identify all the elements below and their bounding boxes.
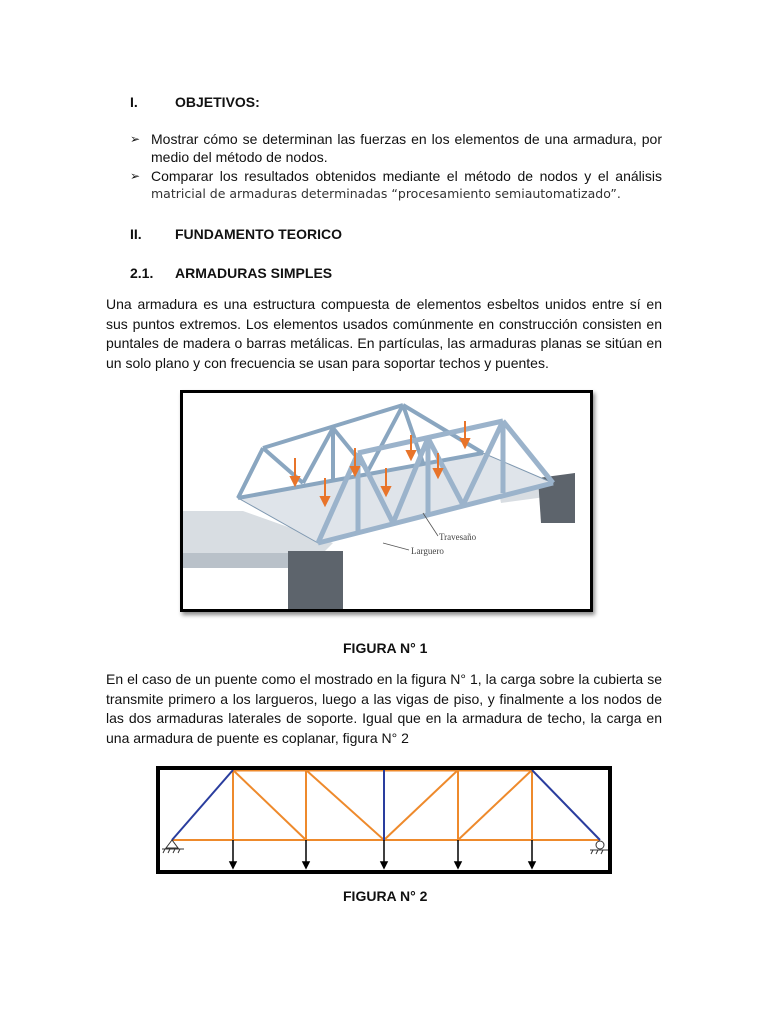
objective-2-line-2: matricial de armaduras determinadas “procesamiento semiautomatizado”. — [151, 186, 621, 201]
objective-1-line-1: Mostrar cómo se determinan las fuerzas en los elementos de una armadura, por — [151, 131, 662, 147]
objective-2-line-1: Comparar los resultados obtenidos mediante el método de nodos y el análisis — [151, 168, 662, 184]
objective-1-line-2: medio del método de nodos. — [151, 149, 328, 165]
objective-bullet-2 — [130, 167, 662, 203]
larguero-label: Larguero — [411, 546, 444, 556]
travesano-label: Travesaño — [439, 532, 477, 542]
truss-diagonals — [233, 770, 532, 840]
paragraph-puente: En el caso de un puente como el mostrado en la figura N° 1, la carga sobre la cubierta se transmite primero a los largueros, luego a las vigas de piso, y finalmente a los nodos de las dos armaduras laterales de soporte. Igual que en la armadura de techo, la carga en una armadura de puente es coplanar, figura N° 2 — [106, 671, 662, 746]
section-2-title: FUNDAMENTO TEORICO — [175, 226, 342, 242]
figure-2-caption: FIGURA N° 2 — [343, 888, 428, 904]
section-2-number: II. — [130, 226, 142, 242]
figure-1-caption: FIGURA N° 1 — [343, 640, 428, 656]
section-2-1-number: 2.1. — [130, 265, 154, 281]
section-1-number: I. — [130, 94, 138, 110]
section-2-1-title: ARMADURAS SIMPLES — [175, 265, 333, 281]
truss-diagram — [160, 770, 608, 870]
end-members — [172, 770, 600, 840]
right-support-icon — [590, 841, 608, 854]
objective-bullet-1 — [130, 130, 662, 166]
load-arrows — [230, 840, 535, 868]
arrow-bullet-icon: ➢ — [130, 169, 141, 183]
left-support-icon — [162, 840, 184, 853]
left-pier — [288, 551, 343, 609]
arrow-bullet-icon: ➢ — [130, 132, 141, 146]
bridge-truss-illustration — [183, 393, 590, 609]
figure-1-frame — [180, 390, 593, 612]
paragraph-armaduras: Una armadura es una estructura compuesta de elementos esbeltos unidos entre sí en sus puntos extremos. Los elementos usados comúnmente en construcción consisten en puntales de madera o barras metálicas. En partículas, las armaduras planas se sitúan en un solo plano y con frecuencia se usan para soportar techos y puentes. — [106, 296, 662, 371]
figure-2-frame — [156, 766, 612, 874]
larguero-leader — [383, 543, 409, 550]
section-1-title: OBJETIVOS: — [175, 94, 260, 110]
truss-verticals — [233, 770, 532, 840]
